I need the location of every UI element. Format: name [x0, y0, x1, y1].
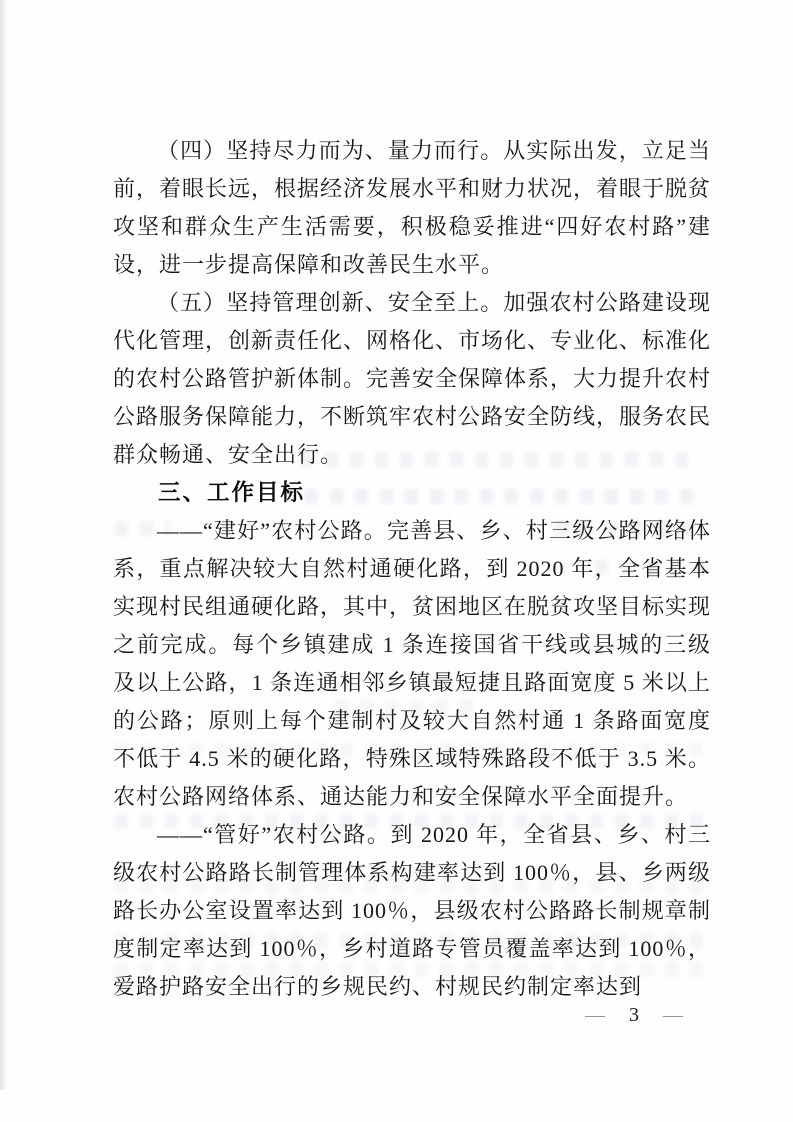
paragraph-principle-5: （五）坚持管理创新、安全至上。加强农村公路建设现代化管理，创新责任化、网格化、市场化、专业化、标准化的农村公路管护新体制。完善安全保障体系，大力提升农村公路服务保障能力，不断筑牢农村公路安全防线，服务农民群众畅通、安全出行。 [113, 290, 712, 467]
section-heading-work-goals: 三、工作目标 [158, 480, 306, 505]
paragraph-principle-4: （四）坚持尽力而为、量力而行。从实际出发，立足当前，着眼长远，根据经济发展水平和财力状况，着眼于脱贫攻坚和群众生产生活需要，积极稳妥推进“四好农村路”建设，进一步提高保障和改善民生水平。 [113, 138, 712, 277]
paragraph-goal-manage-well: ——“管好”农村公路。到 2020 年，全省县、乡、村三级农村公路路长制管理体系构建率达到 100％，县、乡两级路长办公室设置率达到 100％，县级农村公路路长制规章制度制定率达到 100％，乡村道路专管员覆盖率达到 100％，爱路护路安全出行的乡规民约、村规民约制定率达到 [113, 822, 711, 999]
page-number-right-dash: — [663, 1004, 683, 1026]
page-number [585, 1000, 683, 1030]
document-body [113, 132, 711, 1006]
page-number-value: 3 [629, 1004, 639, 1026]
paragraph-goal-build-well: ——“建好”农村公路。完善县、乡、村三级公路网络体系，重点解决较大自然村通硬化路，到 2020 年，全省基本实现村民组通硬化路，其中，贫困地区在脱贫攻坚目标实现之前完成。每个乡镇建成 1 条连接国省干线或县城的三级及以上公路，1 条连通相邻乡镇最短捷且路面宽度 5 米以上的公路；原则上每个建制村及较大自然村通 1 条路面宽度不低于 4.5 米的硬化路，特殊区域特殊路段不低于 3.5 米。农村公路网络体系、通达能力和安全保障水平全面提升。 [113, 518, 712, 809]
scan-edge-artifact [0, 0, 7, 1090]
page-number-left-dash: — [585, 1004, 605, 1026]
